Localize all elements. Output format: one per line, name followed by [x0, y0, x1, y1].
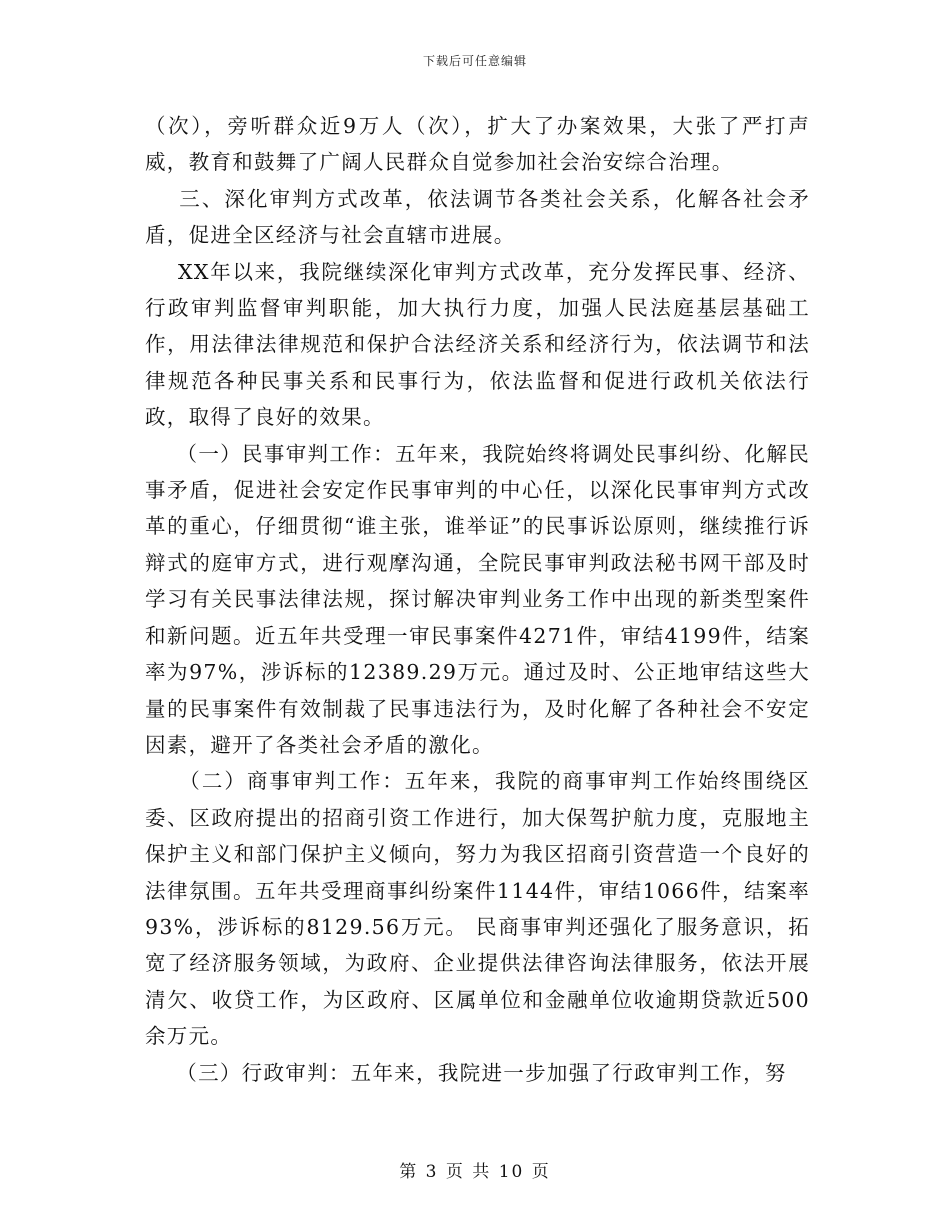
document-body: [145, 108, 810, 1091]
paragraph: （次），旁听群众近9万人（次），扩大了办案效果，大张了严打声威，教育和鼓舞了广阔人民群众自觉参加社会治安综合治理。: [145, 114, 810, 175]
page-header: 下载后可任意编辑: [422, 54, 527, 68]
paragraph: XX年以来，我院继续深化审判方式改革，充分发挥民事、经济、行政审判监督审判职能，加大执行力度，加强人民法庭基层基础工作，用法律法律规范和保护合法经济关系和经济行为，依法调节和法律规范各种民事关系和民事行为，依法监督和促进行政机关依法行政，取得了良好的效果。: [145, 259, 811, 430]
paragraph: （一）民事审判工作：五年来，我院始终将调处民事纠纷、化解民事矛盾，促进社会安定作民事审判的中心任，以深化民事审判方式改革的重心，仔细贯彻“谁主张，谁举证”的民事诉讼原则，继续推行诉辩式的庭审方式，进行观摩沟通，全院民事审判政法秘书网干部及时学习有关民事法律法规，探讨解决审判业务工作中出现的新类型案件和新问题。近五年共受理一审民事案件4271件，审结4199件，结案率为97%，涉诉标的12389.29万元。通过及时、公正地审结这些大量的民事案件有效制裁了民事违法行为，及时化解了各种社会不安定因素，避开了各类社会矛盾的激化。: [145, 441, 811, 757]
page-number: 第 3 页 共 10 页: [399, 1162, 551, 1182]
section-heading: 三、深化审判方式改革，依法调节各类社会关系，化解各社会矛盾，促进全区经济与社会直辖市进展。: [145, 186, 810, 248]
paragraph: （二）商事审判工作：五年来，我院的商事审判工作始终围绕区委、区政府提出的招商引资工作进行，加大保驾护航力度，克服地主保护主义和部门保护主义倾向，努力为我区招商引资营造一个良好的法律氛围。五年共受理商事纠纷案件1144件，审结1066件，结案率93%，涉诉标的8129.56万元。 民商事审判还强化了服务意识，拓宽了经济服务领域，为政府、企业提供法律咨询法律服务，依法开展清欠、收贷工作，为区政府、区属单位和金融单位收逾期贷款近500余万元。: [145, 769, 810, 1049]
paragraph: （三）行政审判：五年来，我院进一步加强了行政审判工作，努: [145, 1060, 787, 1085]
